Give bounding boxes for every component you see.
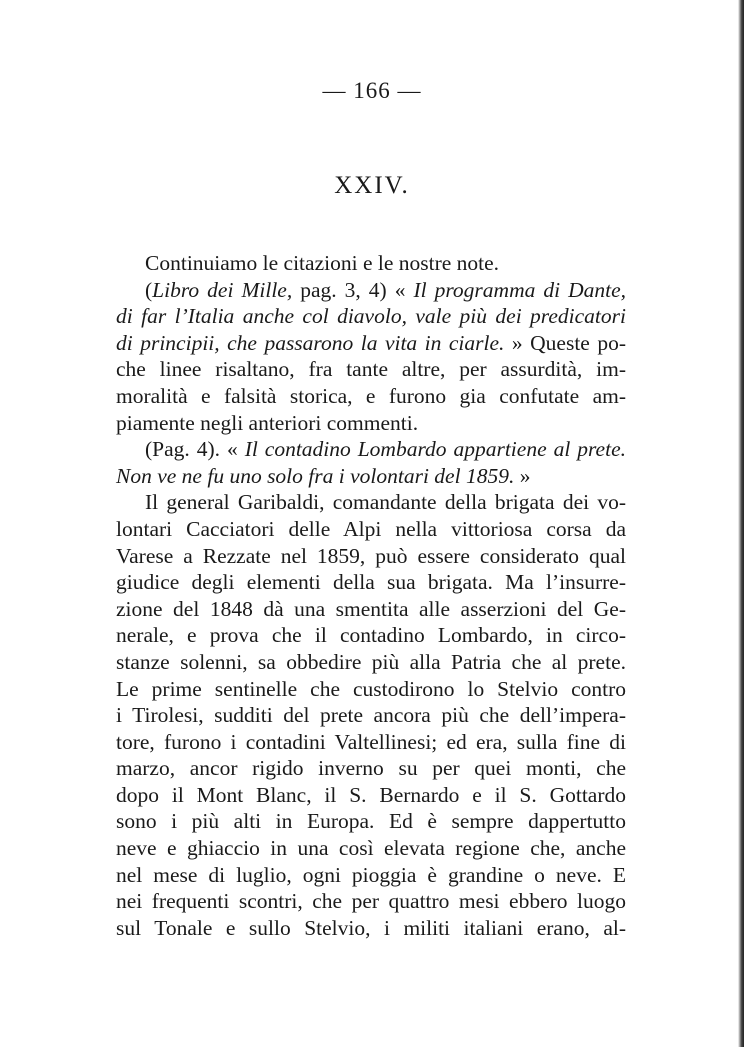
italic-segment: di principii, che passarono la vita in ciarle.	[116, 330, 505, 355]
text-segment: tore, furono i contadini Valtellinesi; ed era, sulla fine di	[116, 729, 626, 754]
chapter-heading: XXIV.	[334, 172, 410, 199]
italic-segment: Il contadino Lombardo appartiene al prete.	[244, 437, 626, 462]
text-line	[116, 729, 626, 756]
text-line	[116, 543, 626, 570]
text-segment: dopo il Mont Blanc, il S. Bernardo e il S. Gottardo	[116, 782, 626, 807]
text-segment: sul Tonale e sullo Stelvio, i militi italiani erano, al-	[116, 915, 626, 940]
text-line	[116, 755, 626, 782]
text-line	[116, 596, 626, 623]
text-line	[116, 277, 626, 304]
text-segment: marzo, ancor rigido inverno su per quei monti, che	[116, 756, 626, 781]
text-line	[116, 676, 626, 703]
text-segment: (	[145, 277, 153, 302]
text-line	[116, 489, 626, 516]
page-edge	[738, 0, 744, 1047]
text-line	[116, 622, 626, 649]
text-segment: » Queste po-	[504, 330, 626, 355]
italic-segment: Libro dei Mille,	[152, 277, 293, 302]
text-segment: i Tirolesi, sudditi del prete ancora più che dell’impera-	[116, 703, 626, 728]
text-line	[116, 516, 626, 543]
text-segment: »	[514, 463, 531, 488]
text-segment: Il general Garibaldi, comandante della brigata dei vo-	[145, 490, 626, 515]
text-line	[116, 835, 626, 862]
text-line	[116, 808, 626, 835]
text-line	[116, 888, 626, 915]
text-line	[116, 862, 626, 889]
text-line	[116, 702, 626, 729]
text-segment: zione del 1848 dà una smentita alle asserzioni del Ge-	[116, 596, 626, 621]
text-segment: nerale, e prova che il contadino Lombardo, in circo-	[116, 623, 626, 648]
text-line	[116, 569, 626, 596]
text-segment: lontari Cacciatori delle Alpi nella vittoriosa corsa da	[116, 516, 626, 541]
text-segment: Varese a Rezzate nel 1859, può essere considerato qual	[116, 543, 626, 568]
text-segment: pag. 3, 4) «	[292, 277, 414, 302]
text-segment: giudice degli elementi della sua brigata. Ma l’insurre-	[116, 570, 626, 595]
text-line	[116, 463, 626, 490]
text-segment: Continuiamo le citazioni e le nostre note.	[145, 251, 500, 275]
italic-segment: di far l’Italia anche col diavolo, vale più dei predicatori	[116, 304, 626, 329]
text-segment: nei frequenti scontri, che per quattro mesi ebbero luogo	[116, 889, 626, 914]
text-segment: (Pag. 4). «	[145, 437, 245, 462]
text-line	[116, 782, 626, 809]
text-line	[116, 356, 626, 383]
text-line	[116, 649, 626, 676]
text-segment: che linee risaltano, fra tante altre, per assurdità, im-	[116, 357, 626, 382]
text-line	[116, 410, 626, 437]
italic-segment: Non ve ne fu uno solo fra i volontari del 1859.	[116, 463, 515, 488]
text-segment: piamente negli anteriori commenti.	[116, 410, 419, 435]
text-line	[116, 330, 626, 357]
text-segment: nel mese di luglio, ogni pioggia è grandine o neve. E	[116, 862, 626, 887]
text-segment: stanze solenni, sa obbedire più alla Patria che al prete.	[116, 649, 626, 674]
text-line	[116, 383, 626, 410]
page-number: — 166 —	[322, 78, 422, 103]
text-segment: sono i più alti in Europa. Ed è sempre dappertutto	[116, 809, 626, 834]
text-segment: moralità e falsità storica, e furono gia confutate am-	[116, 383, 626, 408]
text-line	[116, 915, 626, 942]
text-line	[116, 303, 626, 330]
body-text	[116, 250, 626, 941]
text-line	[116, 250, 626, 277]
text-line	[116, 436, 626, 463]
italic-segment: Il programma di Dante,	[413, 277, 627, 302]
text-segment: neve e ghiaccio in una così elevata regione che, anche	[116, 836, 626, 861]
text-segment: Le prime sentinelle che custodirono lo Stelvio contro	[116, 676, 626, 701]
